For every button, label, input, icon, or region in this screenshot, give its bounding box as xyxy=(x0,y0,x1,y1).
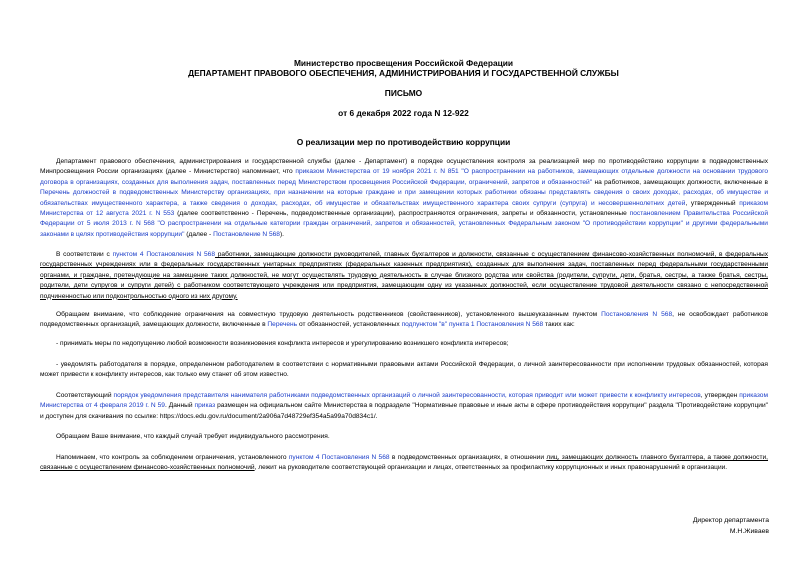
paragraph-text: ). xyxy=(279,230,285,238)
paragraph-text: на работников, замещающих должности, включенные в xyxy=(592,178,768,186)
positions-list-link[interactable]: Перечень должностей в подведомственных Министерству организациях, при назначении на которые граждане и при замещении которых работники обязаны представлять сведения о своих доходах, расходах, об имуществе и обязательствах имущественного характера, а также сведения о доходах, расходах, об имуществе и обязательствах имущественного характера своих супруги (супруга) и несовершеннолетних детей xyxy=(40,189,768,207)
paragraph-text: таких как: xyxy=(543,321,575,329)
paragraph-6 xyxy=(40,391,768,422)
paragraph-text: Департамент правового обеспечения, администрирования и государственной службы (далее - Департамент) в порядке осуществления контроля за реализацией мер по противодействию коррупции в подведомственных Минпросвещения России организациях (далее - Министерство) напоминает, что xyxy=(40,158,768,176)
paragraph-text: Соответствующий xyxy=(56,392,114,399)
resolution-568-item-4-link[interactable]: пунктом 4 Постановления N 568 xyxy=(288,454,390,461)
paragraph-text: Обращаем Ваше внимание, что каждый случай требует индивидуального рассмотрения. xyxy=(56,433,330,440)
subparagraph-v-link[interactable]: подпунктом "в" пункта 1 Постановления N 568 xyxy=(401,321,544,329)
paragraph-text: (далее соответственно - Перечень, подведомственные организации), распространяются ограничения, запреты и обязанности, установленные xyxy=(174,210,630,218)
paragraph-5 xyxy=(40,360,768,381)
paragraph-text: , утвержден xyxy=(700,392,740,399)
resolution-568-link[interactable]: Постановления N 568 xyxy=(601,311,673,318)
paragraph-text: , лежит на руководителе соответствующей организации и лицах, ответственных за профилактику коррупционных и иных правонарушений в организации. xyxy=(254,464,728,472)
document-date-number: от 6 декабря 2022 года N 12-922 xyxy=(338,108,469,118)
department-name: ДЕПАРТАМЕНТ ПРАВОВОГО ОБЕСПЕЧЕНИЯ, АДМИНИСТРИРОВАНИЯ И ГОСУДАРСТВЕННОЙ СЛУЖБЫ xyxy=(188,68,619,78)
paragraph-text: размещен на официальном сайте Министерства в подразделе "Нормативные правовые и иные акты в сфере противодействия коррупции" раздела "Противодействие коррупции" и доступен для скачивания по ссылке: https://docs.edu.gov.ru/document/2a906a7d48729ef354a5a99a70d834c1/. xyxy=(40,402,768,420)
paragraph-1 xyxy=(40,157,768,240)
paragraph-text: - уведомлять работодателя в порядке, определенном работодателем в соответствии с нормативными правовыми актами Российской Федерации, о личной заинтересованности при исполнении трудовых обязанностей, которая может привести к конфликту интересов, как только ему станет об этом известно. xyxy=(40,361,768,379)
signature-name: М.Н.Живаев xyxy=(729,528,769,535)
document-type: ПИСЬМО xyxy=(384,88,423,98)
paragraph-2 xyxy=(40,250,768,302)
resolution-568-short-link[interactable]: Постановление N 568 xyxy=(213,230,280,238)
resolution-568-link[interactable]: постановлением Правительства Российской Федерации от 5 июля 2013 г. N 568 "О распространении на отдельные категории граждан ограничений, запретов и обязанностей, установленных Федеральным законом "О противодействии коррупции" и другими федеральными законами в целях противодействия коррупции" xyxy=(40,210,769,238)
paragraph-text: Обращаем внимание, что соблюдение ограничения на совместную трудовую деятельность родственников (свойственников), установленного вышеуказанным пунктом xyxy=(56,311,602,318)
order-link[interactable]: приказ xyxy=(194,402,216,410)
paragraph-3 xyxy=(40,310,768,331)
underlined-text: лиц, замещающих должность главного бухгалтера, а также должности, связанные с осуществлением финансово-хозяйственных полномочий xyxy=(40,454,769,472)
paragraph-text: - принимать меры по недопущению любой возможности возникновения конфликта интересов и урегулированию возникшего конфликта интересов; xyxy=(56,340,509,347)
resolution-568-item-4-link[interactable]: пунктом 4 Постановления N 568 xyxy=(112,251,216,258)
paragraph-text: (далее - xyxy=(184,230,214,238)
notification-procedure-link[interactable]: порядок уведомления представителя нанимателя работниками подведомственных организаций о личной заинтересованности, которая приводит или может привести к конфликту интересов xyxy=(113,392,701,399)
paragraph-text: , не освобождает работников подведомственных организаций, замещающих должности, включенные в xyxy=(40,311,768,329)
paragraph-4 xyxy=(40,339,768,349)
order-851-link[interactable]: приказом Министерства от 19 ноября 2021 г. N 851 "О распространении на работников, замещающих отдельные должности на основании трудового договора в организациях, созданных для выполнения задач, поставленных перед Министерством просвещения Российской Федерации, ограничений, запретов и обязанностей" xyxy=(40,168,768,186)
paragraph-text: Напоминаем, что контроль за соблюдением ограничения, установленного xyxy=(56,454,289,461)
paragraph-text: от обязанностей, установленных xyxy=(297,321,402,329)
underlined-text: работники, замещающие должности руководителей, главных бухгалтеров и должности, связанные с осуществлением финансово-хозяйственных полномочий, в федеральных государственных учреждениях или в федеральных государственных унитарных предприятиях (федеральных казенных предприятиях), созданных для выполнения задач, поставленных перед федеральными государственными органами, и граждане, претендующие на замещение таких должностей, не могут осуществлять трудовую деятельность в случае близкого родства или свойства (родители, супруги, дети, братья, сестры, а также братья, сестры, родители, дети супругов и супруги детей) с работником соответствующего учреждения или предприятия, замещающим одну из указанных должностей, если осуществление трудовой деятельности связано с непосредственной подчиненностью или подконтрольностью одного из них другому. xyxy=(40,251,768,300)
order-59-link[interactable]: приказом Министерства от 4 февраля 2019 г. N 59 xyxy=(40,392,768,410)
paragraph-text: В соответствии с xyxy=(56,251,113,258)
paragraph-8 xyxy=(40,453,768,474)
paragraph-text: . Данный xyxy=(164,402,195,410)
paragraph-7 xyxy=(40,432,768,442)
signature-position: Директор департамента xyxy=(692,517,769,524)
ministry-name: Министерство просвещения Российской Федерации xyxy=(293,58,514,68)
positions-list-link[interactable]: Перечень xyxy=(267,321,298,329)
paragraph-text: в подведомственных организациях, в отношении xyxy=(389,454,547,461)
document-subject: О реализации мер по противодействию коррупции xyxy=(296,137,511,147)
paragraph-text: , утвержденный xyxy=(685,199,740,207)
order-553-link[interactable]: приказом Министерства от 12 августа 2021 г. N 553 xyxy=(40,199,768,218)
